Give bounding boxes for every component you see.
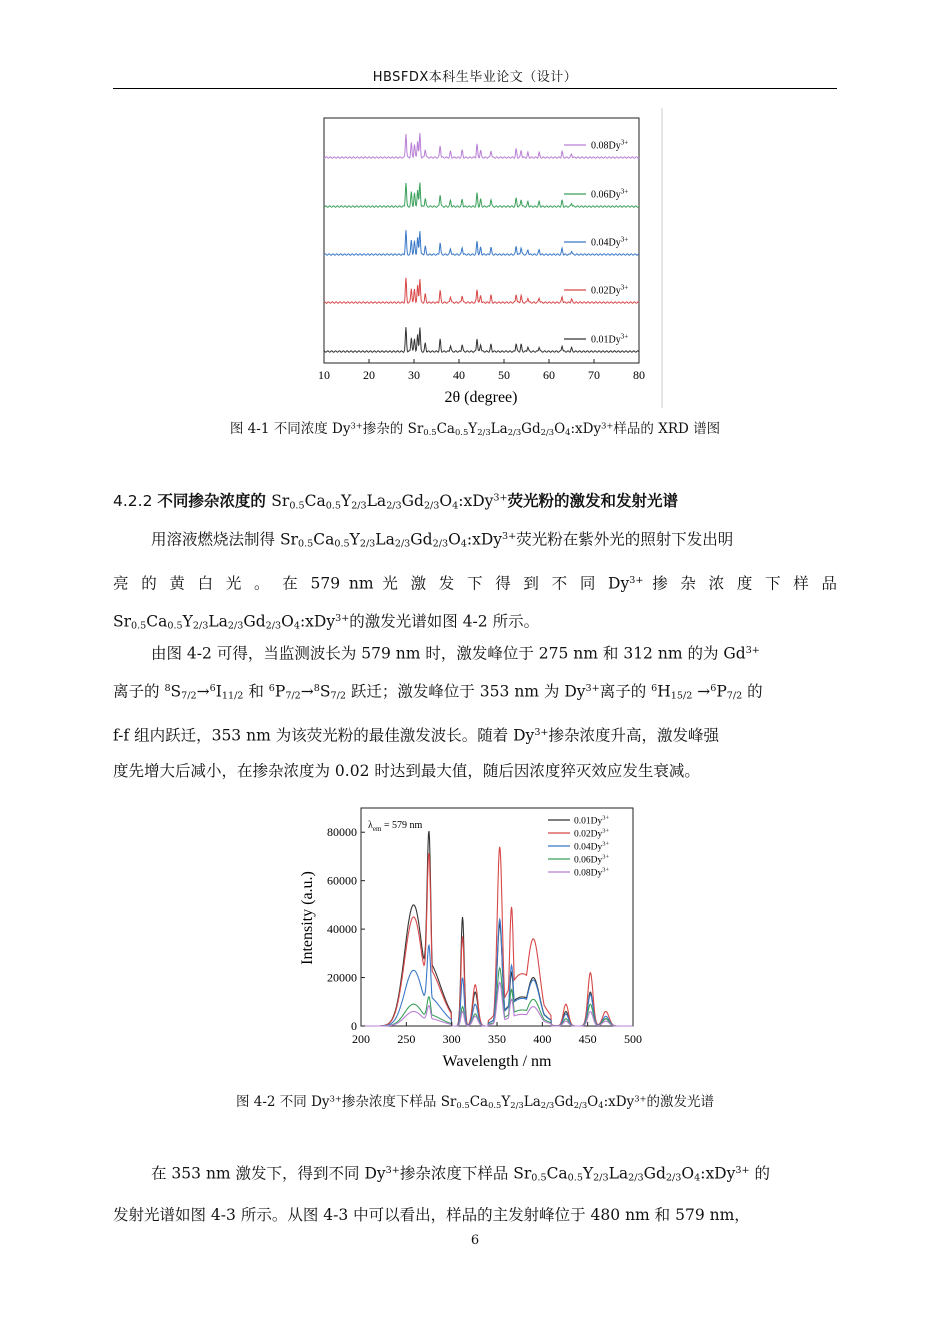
xrd-chart: [300, 108, 670, 408]
exc-ylabel: Intensity (a.u.): [299, 871, 316, 965]
xrd-legend-label: $0.01Dy^{3+}$: [591, 332, 629, 346]
exc-legend-label: $0.02Dy^{3+}$: [574, 827, 610, 840]
xrd-x-tick-label: 10: [318, 368, 330, 382]
xrd-x-tick-label: 60: [543, 368, 555, 382]
caption-text: 图 4-1 不同浓度 Dy: [229, 421, 351, 437]
excitation-chart: [290, 800, 650, 1075]
xrd-legend-label: $0.04Dy^{3+}$: [591, 235, 629, 249]
xrd-legend-label: $0.08Dy^{3+}$: [591, 138, 629, 152]
caption-text: 掺杂的 Sr: [362, 421, 424, 437]
xrd-x-tick-label: 70: [588, 368, 600, 382]
exc-legend-label: $0.06Dy^{3+}$: [574, 853, 610, 866]
exc-y-tick-label: 80000: [327, 825, 357, 840]
exc-y-tick-label: 40000: [327, 922, 357, 937]
exc-xlabel: Wavelength / nm: [442, 1053, 552, 1070]
exc-x-tick-label: 300: [442, 1032, 461, 1046]
xrd-legend-label: $0.02Dy^{3+}$: [591, 283, 629, 297]
paragraph-2: 由图 4-2 可得，当监测波长为 579 nm 时，激发峰位于 275 nm 和 312 nm 的为 $Gd^{3+}$ 离子的 $^8S_{7/2}\to^6I_{11/2}$ 和 $^6P_{7/2}\to^8S_{7/2}$ 跃迁；激发峰位于 353 nm 为 $Dy^{3+}$离子的 $^6H_{15/2} \to^6P_{7/2}$ 的 f-f 组内跃迁，353 nm 为该荧光粉的最佳激发波长。随着 $Dy^{3+}$掺杂浓度升高，激发峰强 度先增大后减小，在掺杂浓度为 0.02 时达到最大值，随后因浓度猝灭效应发生衰减。: [113, 644, 763, 781]
exc-y-tick-label: 20000: [327, 970, 357, 985]
xrd-xlabel: 2θ (degree): [444, 389, 518, 406]
xrd-x-tick-label: 30: [408, 368, 420, 382]
figure-xrd: [300, 108, 670, 408]
figure-excitation: [290, 800, 650, 1075]
section-heading: 4.2.2 不同掺杂浓度的 $Sr_{0.5}Ca_{0.5}Y_{2/3}La_{2/3}Gd_{2/3}O_4:xDy^{3+}$荧光粉的激发和发射光谱: [113, 492, 679, 512]
exc-annotation: $\lambda_{em} = 579$ nm: [368, 820, 423, 833]
xrd-x-tick-label: 80: [633, 368, 645, 382]
exc-x-tick-label: 400: [533, 1032, 552, 1046]
exc-x-tick-label: 500: [624, 1032, 642, 1046]
figure2-caption: 图 4-2 不同 $Dy^{3+}$掺杂浓度下样品 $Sr_{0.5}Ca_{0.5}Y_{2/3}La_{2/3}Gd_{2/3}O_4:xDy^{3+}$的激发光谱: [235, 1093, 715, 1111]
exc-x-tick-label: 350: [488, 1032, 506, 1046]
paragraph-3: 在 353 nm 激发下，得到不同 $Dy^{3+}$掺杂浓度下样品 $Sr_{0.5}Ca_{0.5}Y_{2/3}La_{2/3}Gd_{2/3}O_4:xDy^{3+}$ 的 发射光谱如图 4-3 所示。从图 4-3 中可以看出，样品的主发射峰位于 480 nm 和 579 nm，: [113, 1164, 770, 1224]
caption-text: 样品的 XRD 谱图: [613, 421, 721, 437]
exc-y-tick-label: 0: [351, 1019, 357, 1033]
page-header: HBSFDX本科生毕业论文（设计）: [113, 66, 837, 89]
exc-legend-label: $0.01Dy^{3+}$: [574, 814, 610, 827]
xrd-x-tick-label: 40: [453, 368, 465, 382]
paragraph-1: 用溶液燃烧法制得 $Sr_{0.5}Ca_{0.5}Y_{2/3}La_{2/3}Gd_{2/3}O_4:xDy^{3+}$荧光粉在紫外光的照射下发出明 亮 的 黄 白 光 。 在 579 nm 光 激 发 下 得 到 不 同 $Dy^{3+}$ 掺 杂 浓 度 下 样 品 $Sr_{0.5}Ca_{0.5}Y_{2/3}La_{2/3}Gd_{2/3}O_4:xDy^{3+}$的激发光谱如图 4-2 所示。: [113, 530, 837, 632]
exc-x-tick-label: 250: [397, 1032, 416, 1046]
exc-legend-label: $0.04Dy^{3+}$: [574, 840, 610, 853]
page-number: 6: [470, 1233, 480, 1248]
exc-y-tick-label: 60000: [327, 873, 357, 888]
xrd-x-tick-label: 50: [498, 368, 510, 382]
exc-legend-label: $0.08Dy^{3+}$: [574, 866, 610, 879]
exc-x-tick-label: 200: [352, 1032, 370, 1046]
xrd-legend-label: $0.06Dy^{3+}$: [591, 187, 629, 201]
xrd-x-tick-label: 20: [363, 368, 375, 382]
exc-x-tick-label: 450: [578, 1032, 597, 1046]
figure1-caption: 图 4-1 不同浓度 $Dy^{3+}$掺杂的 $Sr_{0.5}Ca_{0.5}Y_{2/3}La_{2/3}Gd_{2/3}O_4:xDy^{3+}$样品的 XRD 谱图: [229, 420, 721, 438]
